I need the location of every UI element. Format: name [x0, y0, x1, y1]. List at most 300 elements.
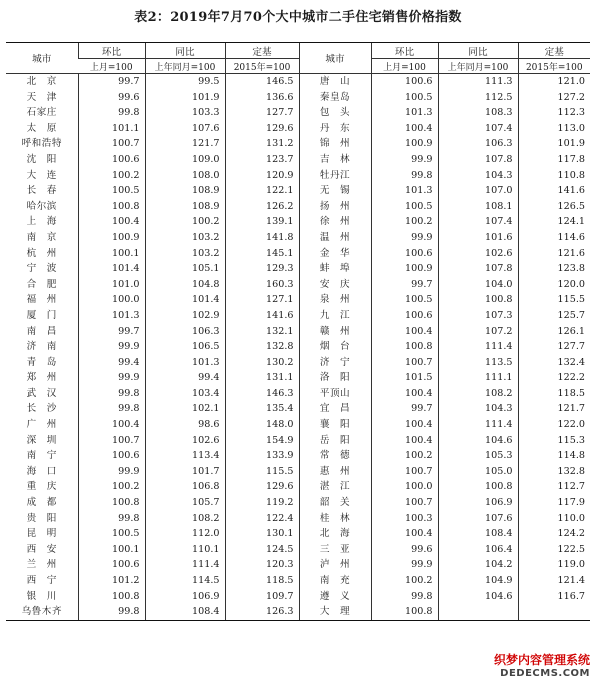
- right-base-cell: 121.6: [518, 246, 590, 262]
- left-base-cell: 119.2: [225, 495, 299, 511]
- left-mom-cell: 100.4: [78, 417, 145, 433]
- right-city-cell: 遵 义: [299, 589, 371, 605]
- left-base-cell: 123.7: [225, 152, 299, 168]
- left-mom-cell: 99.9: [78, 339, 145, 355]
- table-row: [6, 152, 590, 168]
- left-base-cell: 145.1: [225, 246, 299, 262]
- right-base-cell: 122.0: [518, 417, 590, 433]
- left-mom-cell: 100.6: [78, 557, 145, 573]
- left-mom-cell: 99.9: [78, 464, 145, 480]
- left-yoy-cell: 108.9: [145, 199, 225, 215]
- left-base-cell: 131.1: [225, 370, 299, 386]
- left-yoy-cell: 100.2: [145, 214, 225, 230]
- subheader-yoy-right: 上年同月=100: [438, 59, 518, 74]
- left-yoy-cell: 104.8: [145, 277, 225, 293]
- left-city-cell: 南 宁: [26, 450, 57, 462]
- right-city-cell: 济 宁: [299, 355, 371, 371]
- left-city-cell: 长 春: [26, 185, 57, 197]
- right-yoy-cell: 111.4: [438, 339, 518, 355]
- right-mom-cell: 99.7: [371, 277, 438, 293]
- right-base-cell: 127.2: [518, 90, 590, 106]
- left-mom-cell: 99.8: [78, 401, 145, 417]
- right-yoy-cell: 100.8: [438, 479, 518, 495]
- left-city-cell: 南 京: [26, 231, 57, 243]
- right-mom-cell: 100.4: [371, 324, 438, 340]
- header-yoy-right: 同比: [438, 43, 518, 59]
- right-base-cell: 124.2: [518, 526, 590, 542]
- left-base-cell: 131.2: [225, 136, 299, 152]
- left-yoy-cell: 108.9: [145, 183, 225, 199]
- right-base-cell: 121.7: [518, 401, 590, 417]
- right-mom-cell: 100.4: [371, 526, 438, 542]
- subheader-base-right: 2015年=100: [518, 59, 590, 74]
- right-base-cell: 117.8: [518, 152, 590, 168]
- left-mom-cell: 100.7: [78, 136, 145, 152]
- header-base-right: 定基: [518, 43, 590, 59]
- subheader-yoy-left: 上年同月=100: [145, 59, 225, 74]
- left-city-cell: 贵 阳: [26, 512, 57, 524]
- left-city-cell: 郑 州: [26, 372, 57, 384]
- right-yoy-cell: 107.6: [438, 511, 518, 527]
- left-yoy-cell: 101.4: [145, 292, 225, 308]
- right-mom-cell: 101.3: [371, 105, 438, 121]
- table-row: [6, 464, 590, 480]
- right-city-cell: 桂 林: [299, 511, 371, 527]
- right-mom-cell: 100.3: [371, 511, 438, 527]
- right-base-cell: 125.7: [518, 308, 590, 324]
- left-city-cell: 太 原: [26, 122, 57, 134]
- left-mom-cell: 99.4: [78, 355, 145, 371]
- right-base-cell: 113.0: [518, 121, 590, 137]
- right-yoy-cell: 106.9: [438, 495, 518, 511]
- right-mom-cell: 100.2: [371, 214, 438, 230]
- table-row: [6, 589, 590, 605]
- table-row: [6, 214, 590, 230]
- left-base-cell: 146.3: [225, 386, 299, 402]
- left-base-cell: 129.6: [225, 479, 299, 495]
- table-row: [6, 105, 590, 121]
- right-mom-cell: 100.9: [371, 261, 438, 277]
- left-mom-cell: 101.1: [78, 121, 145, 137]
- right-base-cell: 119.0: [518, 557, 590, 573]
- right-mom-cell: 100.7: [371, 464, 438, 480]
- left-city-cell: 海 口: [26, 465, 57, 477]
- table-row: [6, 526, 590, 542]
- left-yoy-cell: 102.9: [145, 308, 225, 324]
- left-yoy-cell: 121.7: [145, 136, 225, 152]
- left-base-cell: 148.0: [225, 417, 299, 433]
- right-yoy-cell: 105.0: [438, 464, 518, 480]
- left-city-cell: 重 庆: [26, 481, 57, 493]
- right-mom-cell: 99.6: [371, 542, 438, 558]
- left-city-cell: 天 津: [26, 91, 57, 103]
- right-base-cell: 132.8: [518, 464, 590, 480]
- header-city-right: 城市: [299, 43, 371, 74]
- right-yoy-cell: 112.5: [438, 90, 518, 106]
- left-base-cell: 154.9: [225, 433, 299, 449]
- table-row: [6, 479, 590, 495]
- left-city-cell: 南 昌: [26, 325, 57, 337]
- right-city-cell: 牡丹江: [299, 168, 371, 184]
- left-yoy-cell: 105.1: [145, 261, 225, 277]
- left-mom-cell: 99.7: [78, 74, 145, 90]
- right-mom-cell: 100.7: [371, 495, 438, 511]
- right-city-cell: 南 充: [299, 573, 371, 589]
- right-mom-cell: 100.5: [371, 292, 438, 308]
- left-city-cell: 西 宁: [26, 575, 57, 586]
- left-mom-cell: 101.0: [78, 277, 145, 293]
- table-row: [6, 495, 590, 511]
- right-city-cell: 襄 阳: [299, 417, 371, 433]
- left-yoy-cell: 114.5: [145, 573, 225, 589]
- left-base-cell: 160.3: [225, 277, 299, 293]
- right-city-cell: 锦 州: [299, 136, 371, 152]
- left-city-cell: 合 肥: [26, 278, 57, 290]
- left-city-cell: 昆 明: [26, 528, 57, 540]
- left-mom-cell: 100.5: [78, 526, 145, 542]
- table-row: [6, 246, 590, 262]
- right-city-cell: 包 头: [299, 105, 371, 121]
- right-base-cell: 115.5: [518, 292, 590, 308]
- left-mom-cell: 100.2: [78, 168, 145, 184]
- right-yoy-cell: 108.2: [438, 386, 518, 402]
- left-yoy-cell: 102.1: [145, 401, 225, 417]
- left-city-cell: 广 州: [26, 419, 57, 431]
- right-base-cell: 112.7: [518, 479, 590, 495]
- left-yoy-cell: 106.3: [145, 324, 225, 340]
- left-yoy-cell: 101.3: [145, 355, 225, 371]
- left-yoy-cell: 112.0: [145, 526, 225, 542]
- right-mom-cell: 100.4: [371, 386, 438, 402]
- right-city-cell: 秦皇岛: [299, 90, 371, 106]
- subheader-mom-right: 上月=100: [371, 59, 438, 74]
- table-row: [6, 604, 590, 620]
- left-city-cell: 大 连: [26, 169, 57, 181]
- right-city-cell: 九 江: [299, 308, 371, 324]
- right-city-cell: 大 理: [299, 604, 371, 620]
- left-yoy-cell: 101.7: [145, 464, 225, 480]
- right-base-cell: 121.4: [518, 573, 590, 589]
- right-city-cell: 烟 台: [299, 339, 371, 355]
- right-city-cell: 扬 州: [299, 199, 371, 215]
- table-row: [6, 401, 590, 417]
- left-city-cell: 兰 州: [26, 559, 57, 571]
- right-base-cell: 132.4: [518, 355, 590, 371]
- left-yoy-cell: 106.8: [145, 479, 225, 495]
- right-city-cell: 三 亚: [299, 542, 371, 558]
- left-mom-cell: 100.7: [78, 433, 145, 449]
- table-row: [6, 90, 590, 106]
- right-city-cell: 金 华: [299, 246, 371, 262]
- right-base-cell: 123.8: [518, 261, 590, 277]
- left-base-cell: 129.6: [225, 121, 299, 137]
- header-city-left: 城市: [6, 43, 78, 74]
- left-yoy-cell: 113.4: [145, 448, 225, 464]
- left-yoy-cell: 99.4: [145, 370, 225, 386]
- left-mom-cell: 100.8: [78, 589, 145, 605]
- right-mom-cell: 100.5: [371, 199, 438, 215]
- right-city-cell: 常 德: [299, 448, 371, 464]
- left-mom-cell: 100.6: [78, 152, 145, 168]
- right-mom-cell: 99.7: [371, 401, 438, 417]
- right-yoy-cell: 105.3: [438, 448, 518, 464]
- right-yoy-cell: [438, 604, 518, 620]
- left-base-cell: 133.9: [225, 448, 299, 464]
- right-mom-cell: 101.5: [371, 370, 438, 386]
- left-mom-cell: 101.4: [78, 261, 145, 277]
- right-yoy-cell: 107.8: [438, 152, 518, 168]
- left-base-cell: 120.3: [225, 557, 299, 573]
- left-mom-cell: 99.8: [78, 511, 145, 527]
- right-city-cell: 洛 阳: [299, 370, 371, 386]
- left-mom-cell: 100.1: [78, 542, 145, 558]
- left-base-cell: 122.4: [225, 511, 299, 527]
- left-mom-cell: 100.4: [78, 214, 145, 230]
- right-base-cell: 122.2: [518, 370, 590, 386]
- left-city-cell: 乌鲁木齐: [6, 604, 78, 620]
- table-row: [6, 433, 590, 449]
- right-yoy-cell: 104.6: [438, 589, 518, 605]
- right-yoy-cell: 107.3: [438, 308, 518, 324]
- right-mom-cell: 101.3: [371, 183, 438, 199]
- left-yoy-cell: 108.4: [145, 604, 225, 620]
- left-base-cell: 127.1: [225, 292, 299, 308]
- right-base-cell: 126.5: [518, 199, 590, 215]
- right-mom-cell: 100.2: [371, 448, 438, 464]
- left-yoy-cell: 111.4: [145, 557, 225, 573]
- table-row: [6, 136, 590, 152]
- right-city-cell: 湛 江: [299, 479, 371, 495]
- left-city-cell: 西 安: [26, 543, 57, 555]
- right-base-cell: 116.7: [518, 589, 590, 605]
- table-row: [6, 557, 590, 573]
- table-row: [6, 261, 590, 277]
- left-yoy-cell: 106.9: [145, 589, 225, 605]
- right-yoy-cell: 106.3: [438, 136, 518, 152]
- left-mom-cell: 100.0: [78, 292, 145, 308]
- left-yoy-cell: 103.3: [145, 105, 225, 121]
- left-mom-cell: 99.9: [78, 370, 145, 386]
- right-base-cell: 141.6: [518, 183, 590, 199]
- left-city-cell: 武 汉: [26, 387, 57, 399]
- right-mom-cell: 100.4: [371, 433, 438, 449]
- right-yoy-cell: 108.4: [438, 526, 518, 542]
- subheader-base-left: 2015年=100: [225, 59, 299, 74]
- left-city-cell: 青 岛: [26, 356, 57, 368]
- header-row: [6, 43, 590, 59]
- left-city-cell: 杭 州: [26, 247, 57, 259]
- left-yoy-cell: 103.2: [145, 246, 225, 262]
- right-mom-cell: 100.8: [371, 339, 438, 355]
- left-base-cell: 132.8: [225, 339, 299, 355]
- left-base-cell: 130.1: [225, 526, 299, 542]
- right-base-cell: 121.0: [518, 74, 590, 90]
- left-yoy-cell: 103.2: [145, 230, 225, 246]
- right-mom-cell: 100.8: [371, 604, 438, 620]
- right-base-cell: 120.0: [518, 277, 590, 293]
- table-row: [6, 542, 590, 558]
- left-yoy-cell: 108.2: [145, 511, 225, 527]
- table-row: [6, 324, 590, 340]
- left-city-cell: 银 川: [26, 590, 57, 602]
- table-row: [6, 292, 590, 308]
- left-base-cell: 118.5: [225, 573, 299, 589]
- right-mom-cell: 100.9: [371, 136, 438, 152]
- right-base-cell: 101.9: [518, 136, 590, 152]
- right-mom-cell: 100.6: [371, 308, 438, 324]
- left-base-cell: 139.1: [225, 214, 299, 230]
- table-row: [6, 121, 590, 137]
- right-city-cell: 北 海: [299, 526, 371, 542]
- left-base-cell: 120.9: [225, 168, 299, 184]
- right-yoy-cell: 113.5: [438, 355, 518, 371]
- table-row: [6, 573, 590, 589]
- right-city-cell: 赣 州: [299, 324, 371, 340]
- right-city-cell: 岳 阳: [299, 433, 371, 449]
- table-row: [6, 511, 590, 527]
- right-yoy-cell: 107.8: [438, 261, 518, 277]
- right-yoy-cell: 100.8: [438, 292, 518, 308]
- table-row: [6, 308, 590, 324]
- right-city-cell: 泉 州: [299, 292, 371, 308]
- left-base-cell: 115.5: [225, 464, 299, 480]
- left-mom-cell: 100.6: [78, 448, 145, 464]
- table-row: [6, 168, 590, 184]
- table-row: [6, 448, 590, 464]
- right-city-cell: 惠 州: [299, 464, 371, 480]
- table-row: [6, 199, 590, 215]
- right-mom-cell: 100.5: [371, 90, 438, 106]
- left-mom-cell: 100.8: [78, 495, 145, 511]
- right-mom-cell: 99.8: [371, 589, 438, 605]
- table-row: [6, 230, 590, 246]
- right-mom-cell: 100.6: [371, 246, 438, 262]
- right-yoy-cell: 104.6: [438, 433, 518, 449]
- table-row: [6, 355, 590, 371]
- left-mom-cell: 99.8: [78, 604, 145, 620]
- right-mom-cell: 100.2: [371, 573, 438, 589]
- left-yoy-cell: 109.0: [145, 152, 225, 168]
- right-base-cell: 114.8: [518, 448, 590, 464]
- right-base-cell: 124.1: [518, 214, 590, 230]
- table-title: 表2：2019年7月70个大中城市二手住宅销售价格指数: [134, 10, 462, 25]
- left-city-cell: 厦 门: [26, 309, 57, 321]
- right-city-cell: 唐 山: [299, 74, 371, 90]
- left-mom-cell: 99.8: [78, 105, 145, 121]
- right-yoy-cell: 107.4: [438, 214, 518, 230]
- right-base-cell: 110.8: [518, 168, 590, 184]
- left-mom-cell: 99.6: [78, 90, 145, 106]
- left-base-cell: 126.3: [225, 604, 299, 620]
- left-base-cell: 146.5: [225, 74, 299, 90]
- table-row: [6, 183, 590, 199]
- left-base-cell: 132.1: [225, 324, 299, 340]
- left-base-cell: 136.6: [225, 90, 299, 106]
- watermark-line1: 织梦内容管理系统: [493, 653, 590, 667]
- table-row: [6, 277, 590, 293]
- subheader-row: [6, 59, 590, 74]
- table-row: [6, 370, 590, 386]
- left-city-cell: 成 都: [26, 497, 57, 509]
- left-mom-cell: 100.2: [78, 479, 145, 495]
- right-mom-cell: 100.0: [371, 479, 438, 495]
- left-base-cell: 126.2: [225, 199, 299, 215]
- right-yoy-cell: 102.6: [438, 246, 518, 262]
- table-row: [6, 417, 590, 433]
- left-city-cell: 呼和浩特: [21, 138, 62, 150]
- right-yoy-cell: 104.9: [438, 573, 518, 589]
- left-base-cell: 129.3: [225, 261, 299, 277]
- right-yoy-cell: 107.2: [438, 324, 518, 340]
- left-city-cell: 石家庄: [26, 107, 57, 119]
- right-city-cell: 平顶山: [299, 386, 371, 402]
- left-base-cell: 135.4: [225, 401, 299, 417]
- left-city-cell: 哈尔滨: [26, 200, 57, 212]
- price-index-table: [6, 42, 590, 621]
- left-base-cell: 127.7: [225, 105, 299, 121]
- right-mom-cell: 100.7: [371, 355, 438, 371]
- right-yoy-cell: 106.4: [438, 542, 518, 558]
- right-city-cell: 丹 东: [299, 121, 371, 137]
- right-yoy-cell: 104.3: [438, 168, 518, 184]
- right-city-cell: 徐 州: [299, 214, 371, 230]
- right-city-cell: 宜 昌: [299, 401, 371, 417]
- right-city-cell: 蚌 埠: [299, 261, 371, 277]
- header-mom-right: 环比: [371, 43, 438, 59]
- right-base-cell: 110.0: [518, 511, 590, 527]
- right-base-cell: 122.5: [518, 542, 590, 558]
- right-base-cell: 117.9: [518, 495, 590, 511]
- right-mom-cell: 99.8: [371, 168, 438, 184]
- left-base-cell: 130.2: [225, 355, 299, 371]
- left-yoy-cell: 105.7: [145, 495, 225, 511]
- table-row: [6, 386, 590, 402]
- right-city-cell: 无 锡: [299, 183, 371, 199]
- right-base-cell: [518, 604, 590, 620]
- watermark: [494, 653, 590, 681]
- left-city-cell: 宁 波: [26, 263, 57, 275]
- left-mom-cell: 101.2: [78, 573, 145, 589]
- right-base-cell: 115.3: [518, 433, 590, 449]
- header-base-left: 定基: [225, 43, 299, 59]
- left-base-cell: 141.8: [225, 230, 299, 246]
- subheader-mom-left: 上月=100: [78, 59, 145, 74]
- table-row: [6, 339, 590, 355]
- left-city-cell: 北 京: [26, 76, 57, 87]
- right-city-cell: 韶 关: [299, 495, 371, 511]
- right-mom-cell: 99.9: [371, 152, 438, 168]
- left-base-cell: 109.7: [225, 589, 299, 605]
- left-mom-cell: 99.7: [78, 324, 145, 340]
- table-row: [6, 74, 590, 90]
- right-yoy-cell: 107.4: [438, 121, 518, 137]
- right-base-cell: 127.7: [518, 339, 590, 355]
- right-mom-cell: 100.6: [371, 74, 438, 90]
- right-yoy-cell: 104.2: [438, 557, 518, 573]
- right-base-cell: 126.1: [518, 324, 590, 340]
- right-yoy-cell: 104.3: [438, 401, 518, 417]
- left-city-cell: 深 圳: [26, 434, 57, 446]
- right-mom-cell: 99.9: [371, 230, 438, 246]
- left-yoy-cell: 108.0: [145, 168, 225, 184]
- left-mom-cell: 100.9: [78, 230, 145, 246]
- right-city-cell: 泸 州: [299, 557, 371, 573]
- left-city-cell: 长 沙: [26, 403, 57, 415]
- right-yoy-cell: 107.0: [438, 183, 518, 199]
- left-mom-cell: 99.8: [78, 386, 145, 402]
- header-yoy-left: 同比: [145, 43, 225, 59]
- right-base-cell: 112.3: [518, 105, 590, 121]
